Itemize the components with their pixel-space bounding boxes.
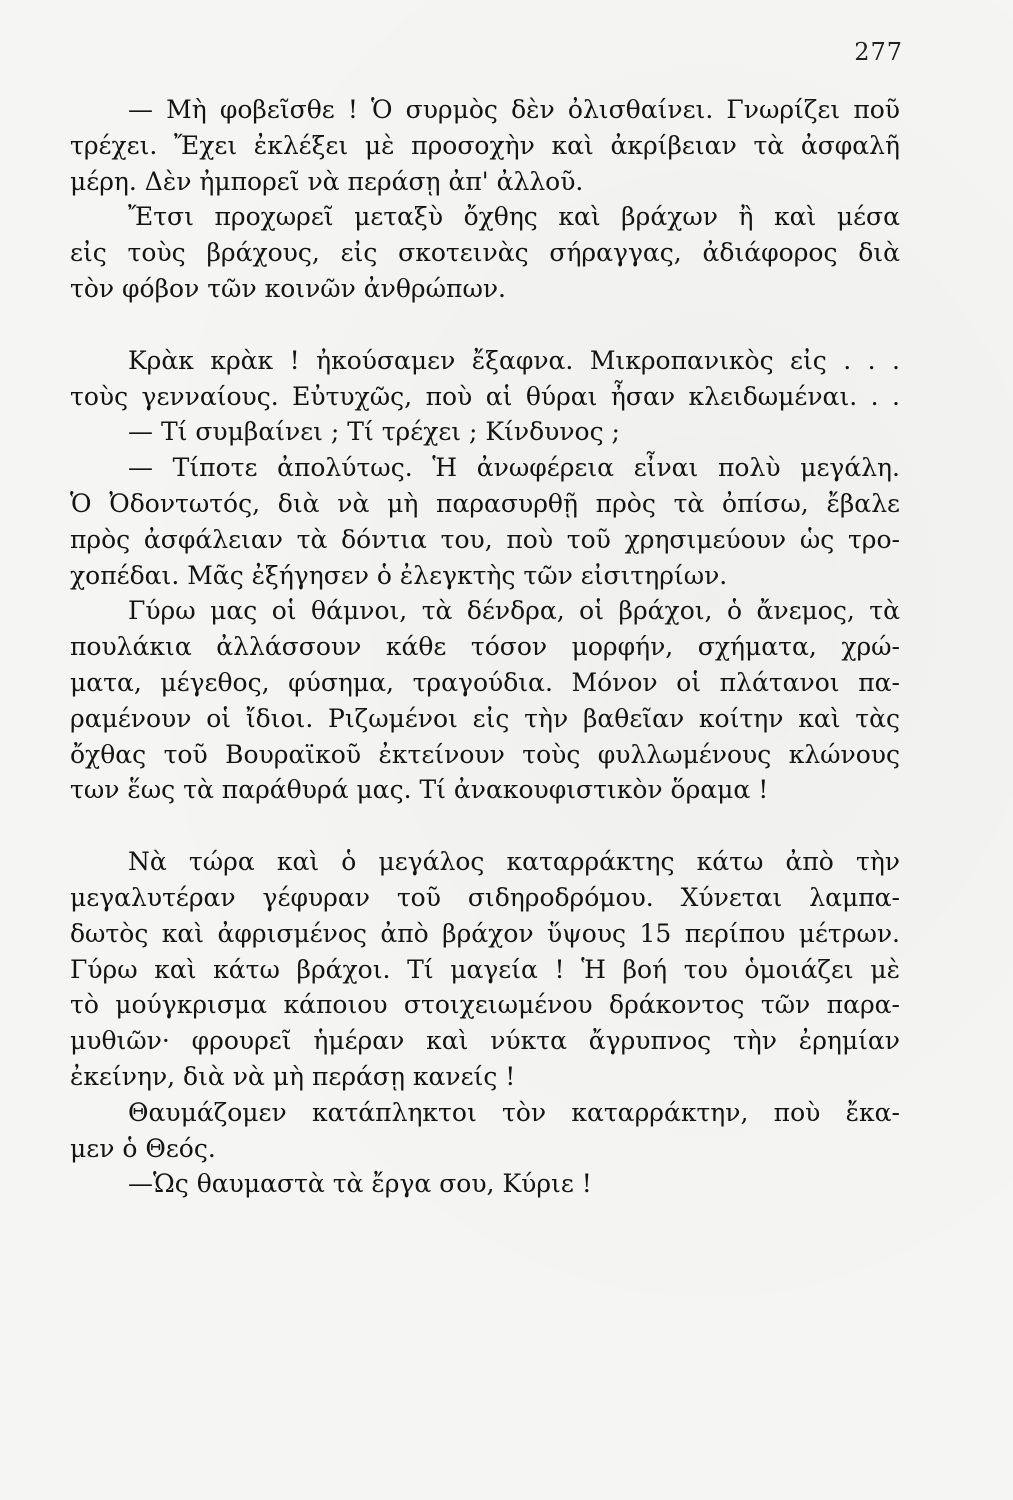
text-line: τὸν φόβον τῶν κοινῶν ἀνθρώπων. — [70, 273, 506, 303]
text-line: ὄχθας τοῦ Βουραϊκοῦ ἐκτείνουν τοὺς φυλλωμένους κλώνους — [70, 739, 900, 769]
text-line: μέρη. Δὲν ἠμπορεῖ νὰ περάσῃ ἀπ' ἀλλοῦ. — [70, 166, 584, 196]
text-line: χοπέδαι. Μᾶς ἐξήγησεν ὁ ἐλεγκτὴς τῶν εἰσιτηρίων. — [70, 560, 728, 590]
text-line: — Τί συμβαίνει ; Τί τρέχει ; Κίνδυνος ; — [128, 417, 620, 447]
text-line: Νὰ τώρα καὶ ὁ μεγάλος καταρράκτης κάτω ἀπὸ τὴν — [128, 847, 900, 877]
text-line: ἐκείνην, διὰ νὰ μὴ περάσῃ κανείς ! — [70, 1061, 516, 1091]
text-line: Ὁ Ὀδοντωτός, διὰ νὰ μὴ παρασυρθῇ πρὸς τὰ ὀπίσω, ἔβαλε — [70, 488, 900, 518]
text-line: τρέχει. Ἔχει ἐκλέξει μὲ προσοχὴν καὶ ἀκρίβειαν τὰ ἀσφαλῆ — [70, 130, 900, 160]
text-line: — Τίποτε ἀπολύτως. Ἡ ἀνωφέρεια εἶναι πολὺ μεγάλη. — [128, 453, 900, 483]
text-line: — Μὴ φοβεῖσθε ! Ὁ συρμὸς δὲν ὀλισθαίνει. Γνωρίζει ποῦ — [128, 95, 900, 124]
text-line: —Ὡς θαυμαστὰ τὰ ἔργα σου, Κύριε ! — [128, 1169, 592, 1199]
text-line: δωτὸς καὶ ἀφρισμένος ἀπὸ βράχον ὕψους 15 περίπου μέτρων. — [70, 918, 900, 948]
text-line: πουλάκια ἀλλάσσουν κάθε τόσον μορφήν, σχήματα, χρώ- — [70, 632, 900, 662]
text-line: τοὺς γενναίους. Εὐτυχῶς, ποὺ αἱ θύραι ἦσαν κλειδωμέναι. . . — [70, 381, 900, 411]
text-line: πρὸς ἀσφάλειαν τὰ δόντια του, ποὺ τοῦ χρησιμεύουν ὡς τρο- — [70, 524, 900, 554]
text-line: τὸ μούγκρισμα κάποιου στοιχειωμένου δράκοντος τῶν παρα- — [70, 990, 900, 1020]
text-line: εἰς τοὺς βράχους, εἰς σκοτεινὰς σήραγγας, ἀδιάφορος διὰ — [70, 238, 900, 268]
page-number: 277 — [854, 38, 903, 66]
text-line: μεγαλυτέραν γέφυραν τοῦ σιδηροδρόμου. Χύνεται λαμπα- — [70, 882, 900, 912]
text-line: μυθιῶν· φρουρεῖ ἡμέραν καὶ νύκτα ἄγρυπνος τὴν ἐρημίαν — [70, 1026, 900, 1056]
body-text — [70, 92, 900, 1202]
text-line: Θαυμάζομεν κατάπληκτοι τὸν καταρράκτην, ποὺ ἔκα- — [128, 1097, 900, 1127]
text-line: Γύρω καὶ κάτω βράχοι. Τί μαγεία ! Ἡ βοή του ὁμοιάζει μὲ — [70, 954, 900, 984]
text-line: Γύρω μας οἱ θάμνοι, τὰ δένδρα, οἱ βράχοι, ὁ ἄνεμος, τὰ — [128, 596, 900, 626]
text-line: ματα, μέγεθος, φύσημα, τραγούδια. Μόνον οἱ πλάτανοι πα- — [70, 667, 900, 697]
text-line: Ἔτσι προχωρεῖ μεταξὺ ὄχθης καὶ βράχων ἢ καὶ μέσα — [128, 202, 900, 232]
text-line: ραμένουν οἱ ἴδιοι. Ριζωμένοι εἰς τὴν βαθεῖαν κοίτην καὶ τὰς — [70, 703, 900, 733]
text-line: των ἕως τὰ παράθυρά μας. Τί ἀνακουφιστικὸν ὅραμα ! — [70, 775, 769, 805]
text-line: μεν ὁ Θεός. — [70, 1133, 216, 1163]
paragraph-gap — [70, 307, 900, 343]
text-line: Κρὰκ κρὰκ ! ἠκούσαμεν ἔξαφνα. Μικροπανικὸς εἰς . . . — [128, 345, 900, 375]
paragraph-gap — [70, 808, 900, 844]
